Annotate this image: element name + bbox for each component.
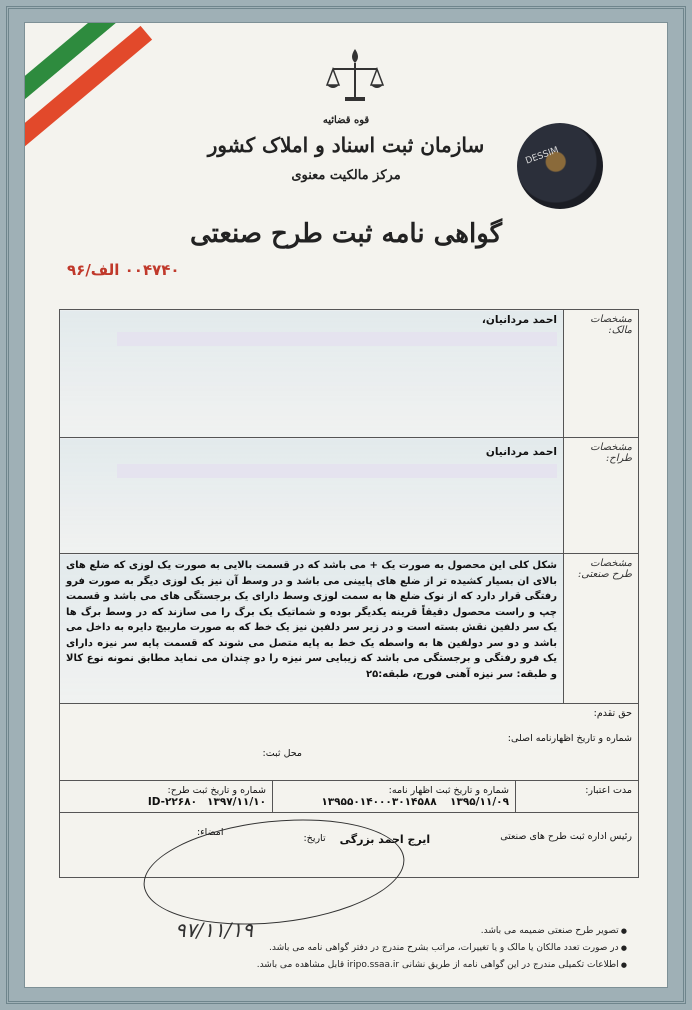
term-label: مدت اعتبار: xyxy=(516,781,639,812)
signature-label: امضاء: xyxy=(196,827,224,838)
judiciary-title: قوه قضائیه xyxy=(322,115,370,126)
certificate-title: گواهی نامه ثبت طرح صنعتی xyxy=(189,219,503,249)
priority-label: حق تقدم: xyxy=(593,708,632,719)
owner-label: مشخصات مالک: xyxy=(564,310,639,438)
owner-cell xyxy=(60,310,564,438)
footnotes xyxy=(257,923,627,974)
dates-subtable xyxy=(60,781,638,812)
iran-flag-ribbon xyxy=(24,22,214,242)
declaration-cell xyxy=(273,781,516,812)
organization-title: سازمان ثبت اسناد و املاک کشور xyxy=(207,133,485,157)
priority-row xyxy=(60,704,639,781)
redacted-designer-info xyxy=(117,464,557,478)
designer-row xyxy=(60,438,639,554)
signer-name: ایرج احمد بزرگی xyxy=(339,833,431,846)
designer-label: مشخصات طراح: xyxy=(564,438,639,554)
registration-place-label: محل ثبت: xyxy=(262,748,302,759)
priority-cell xyxy=(60,704,639,781)
scales-of-justice-icon xyxy=(325,45,385,111)
design-row xyxy=(60,554,639,704)
center-title: مرکز مالکیت معنوی xyxy=(291,168,401,183)
design-description: شکل کلی این محصول به صورت یک + می باشد که در قسمت بالایی به صورت یک لوزی که ضلع های بالای ان بسیار کشیده تر از ضلع های پایینی می باشد و در وسط آن نیز یک لوزی دیگر به صورت فرو رفتگی قرار دارد که از نوک ضلع ها به سمت لوزی وسط دارای یک برجستگی های می باشد و قسمت چپ و راست محصول دقیقاً قرینه یکدیگر بوده و شماتیک یک برگ را می سازند که در وسط برگ ها یک سر دلفین نقش بسته است و در زیر سر دلفین نیز یک خط که به صورت ماربیچ دایره به داخل می باشد و دو سر دولفین ها به واسطه یک خط به پایه متصل می شوند که قسمت پایه سر نیزه دارای یک فرو رفتگی و برجستگی می باشد که زیبایی سر نیزه را دو چندان می نماید مطابق نمونه نوع کالا و طبقه: سر نیزه آهنی فورج، طبقه:۲۵ xyxy=(66,560,557,680)
declaration-label: شماره و تاریخ ثبت اظهار نامه: xyxy=(388,785,509,796)
redacted-owner-info xyxy=(117,332,557,346)
seal-text: DESSIM xyxy=(524,145,561,167)
dates-cell xyxy=(60,781,639,813)
declaration-date: ۱۳۹۵/۱۱/۰۹ xyxy=(450,796,509,808)
hologram-seal xyxy=(517,123,603,209)
certificate-table xyxy=(59,309,639,878)
certificate-paper xyxy=(24,22,668,988)
registration-id: ID-۲۲۶۸۰ xyxy=(147,796,198,808)
dates-row xyxy=(60,781,639,813)
footnote-2: ● در صورت تعدد مالکان یا مالک و یا تغییرات، مراتب بشرح مندرج در دفتر گواهی نامه می باشد. xyxy=(257,940,627,957)
declaration-number: ۱۳۹۵۵۰۱۴۰۰۰۳۰۱۴۵۸۸ xyxy=(321,796,437,808)
design-label: مشخصات طرح صنعتی: xyxy=(564,554,639,704)
owner-row xyxy=(60,310,639,438)
registration-label: شماره و تاریخ ثبت طرح: xyxy=(167,785,266,796)
owner-value: احمد مردانیان، xyxy=(481,314,557,326)
footnote-3: ● اطلاعات تکمیلی مندرج در این گواهی نامه از طریق نشانی iripo.ssaa.ir قابل مشاهده می باشد. xyxy=(257,957,627,974)
handwritten-date: ۹۷/۱۱/۱۹ xyxy=(175,918,253,942)
footnote-1: ● تصویر طرح صنعتی ضمیمه می باشد. xyxy=(257,923,627,940)
head-label: رئیس اداره ثبت طرح های صنعتی xyxy=(500,831,632,842)
designer-cell xyxy=(60,438,564,554)
registration-cell xyxy=(60,781,273,812)
serial-number: ۰۰۴۷۴۰ الف/۹۶ xyxy=(67,261,180,279)
registration-date: ۱۳۹۷/۱۱/۱۰ xyxy=(207,796,266,808)
date-label: تاریخ: xyxy=(303,833,326,844)
designer-value: احمد مردانیان xyxy=(485,446,557,458)
original-declaration-label: شماره و تاریخ اظهارنامه اصلی: xyxy=(507,733,632,744)
design-cell xyxy=(60,554,564,704)
